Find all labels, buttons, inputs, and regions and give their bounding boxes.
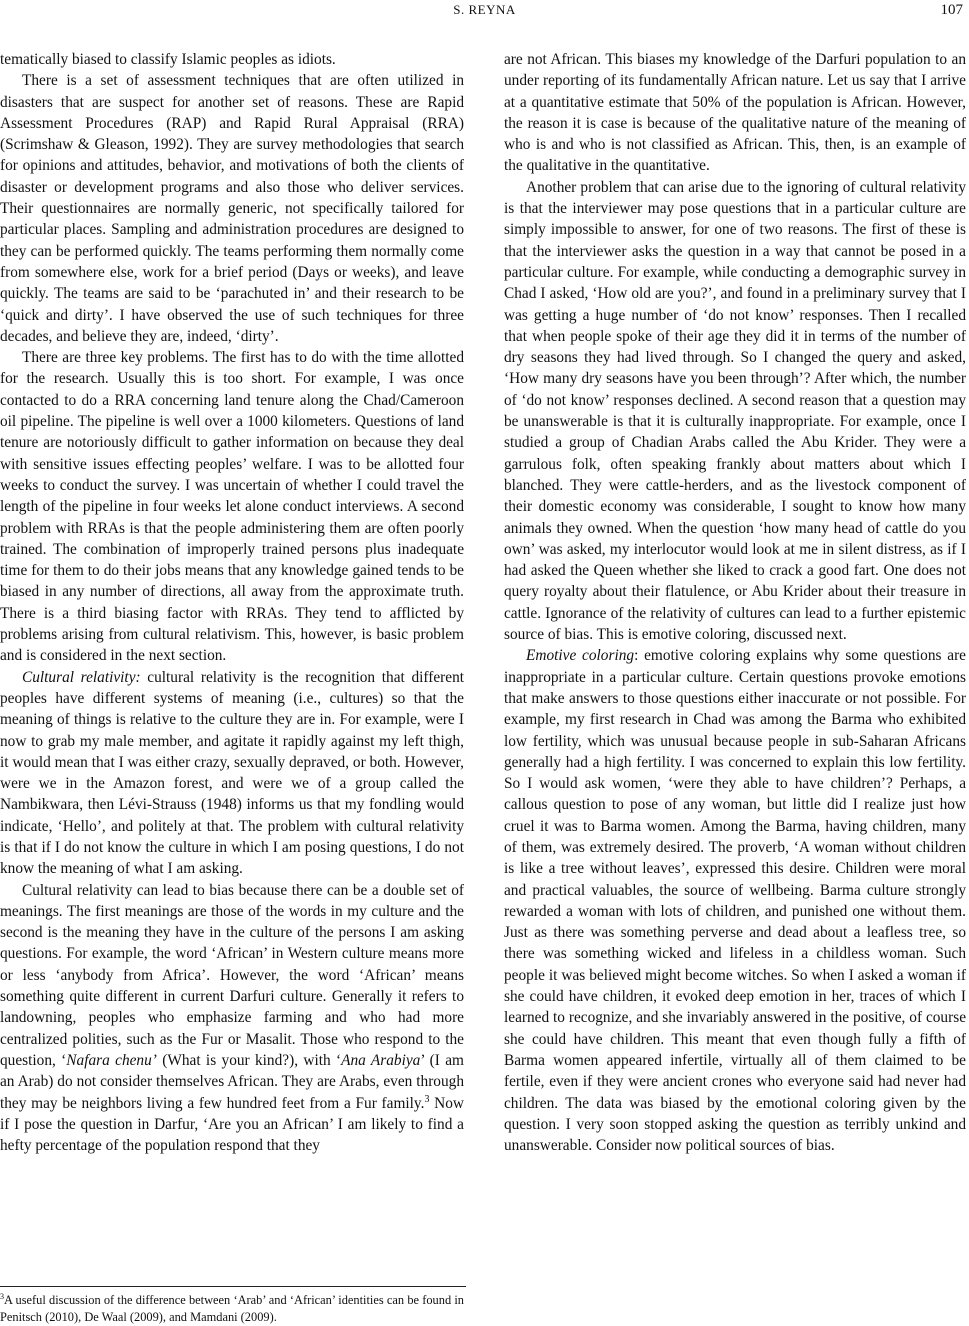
paragraph-text: : emotive coloring explains why some questions are inappropriate in a particular culture. Certain questions provoke emotions that make answers to those questions either inaccurate or not possible. For example, my first research in Chad was among the Barma who exhibited low fertility, which was unusual because people in sub-Saharan Africans generally had a high fertility. I was concerned to explain this low fertility. So I would ask women, ‘were they able to have children’? Perhaps, a callous question to pose of any woman, but little did I realize just how cruel it was to Barma women. Among the Barma, having children, many of them, was extremely desired. The proverb, ‘A woman without children is like a tree without leaves’, expressed this desire. Children were moral and practical valuables, the source of wellbeing. Barma culture strongly rewarded a woman with lots of children, and punished one without them. Just as there was something perverse and dead about a leafless tree, so there was something wicked and lifeless in a childless woman. Such people it was believed might become witches. So when I asked a woman if she could have children, it evoked deep emotion in her, traces of which I learned to recognize, and she invariably answered in the positive, of course she could have children. This meant that even though fully a fifth of Barma women appeared infertile, virtually all of them claimed to be fertile, even if they were ancient crones who everyone said had never had children. The data was biased by the emotional coloring given by the question. I very soon stopped asking the question as terribly unkind and unanswerable. Consider now political sources of bias.: [504, 647, 966, 1155]
term-emotive-coloring: Emotive coloring: [526, 647, 635, 665]
running-head: S. REYNA: [453, 2, 516, 17]
paragraph-text: cultural relativity is the recognition that different peoples have different systems of meaning (i.e., cultures) so that the meaning of things is relative to the culture they are in. For example, were I now to grab my male member, and agitate it rapidly against my left thigh, it would mean that I was either crazy, sexually depraved, or both. However, were we in the Amazon forest, and were we of a group called the Nambikwara, then Lévi-Strauss (1948) informs us that my fondling would indicate, ‘Hello’, and politely at that. The problem with cultural relativity is that if I do not know the culture in which I am posing questions, I do not know the meaning of what I am asking.: [0, 668, 465, 878]
page-number: 107: [940, 2, 963, 18]
paragraph-text: (What is your kind?), with ‘: [156, 1051, 342, 1069]
paragraph-emotive-coloring: [504, 645, 966, 1156]
footnote-text: A useful discussion of the difference between ‘Arab’ and ‘African’ identities can be found in Penitsch (2010), De Waal (2009), and Mamdani (2009).: [0, 1293, 464, 1324]
page-header: [0, 0, 969, 22]
right-column: [504, 49, 966, 1156]
paragraph-text: Cultural relativity can lead to bias because there can be a double set of meanings. The first meanings are those of the words in my culture and the second is the meaning they have in the culture of the persons I am asking questions. For example, the word ‘African’ in Western culture means more or less ‘anybody from Africa’. However, the word ‘African’ means something quite different in current Darfuri culture. Generally it refers to landowning, peoples who emphasize farming and who had more centralized polities, such as the Fur or Masalit. Those who respond to the question, ‘: [0, 881, 464, 1069]
paragraph-double-meanings: [0, 880, 464, 1157]
footnote-reference[interactable]: 3: [424, 1093, 430, 1105]
left-column: [0, 49, 464, 1156]
paragraph-key-problems: There are three key problems. The first has to do with the time allotted for the research. Usually this is too short. For example, I was once contacted to do a RRA concerning land tenure along the Chad/Cameroon oil pipeline. The pipeline is well over a 1000 kilometers. Questions of land tenure are notoriously difficult to gather information on because they deal with sensitive issues effecting peoples’ welfare. I was to be allotted four weeks to conduct the survey. I was uncertain of whether I could travel the length of the pipeline in four weeks let alone conduct interviews. A second problem with RRAs is that the people administering them are often poorly trained. The combination of improperly trained persons plus inadequate time for them to do their jobs means that any knowledge gained tends to be biased in any number of directions, all away from the approximate truth. There is a third biasing factor with RRAs. They tend to afflicted by problems arising from cultural relativism. This, however, is basic problem and is considered in the next section.: [0, 349, 464, 665]
paragraph-cultural-relativity-problem: Another problem that can arise due to the ignoring of cultural relativity is that the interviewer may pose questions that in a particular culture are simply impossible to answer, for one of two reasons. The first of these is that the interviewer asks the question in a way that cannot be posed in a particular culture. For example, while conducting a demographic survey in Chad I asked, ‘How old are you?’, and found in a preliminary survey that I was getting a huge number of ‘do not know’ responses. Then I recalled that when people spoke of their age they did it in terms of the number of dry seasons they had lived through. So I changed the query and asked, ‘How many dry seasons have you been through’? After which, the number of ‘do not know’ responses declined. A second reason that a question may be unanswerable is that it is culturally inappropriate. For example, once I studied a group of Chadian Arabs called the Abu Krider. They were a garrulous folk, often speaking frankly about matters about which I blanched. They were cattle-herders, and as the livestock component of their domestic economy was considerable, I sought to know how many animals they owned. When the question ‘how many head of cattle do you own’ was asked, my interlocutor would look at me in silent distress, as if I had asked the Queen whether she liked to crack a good fart. One does not query royalty about their flatulence, or Abu Krider about their treasure in cattle. Ignorance of the relativity of cultures can lead to a further epistemic source of bias. This is emotive coloring, discussed next.: [504, 178, 966, 644]
footnote: [0, 1292, 464, 1325]
italic-phrase: Nafara chenu’: [66, 1051, 157, 1069]
term-cultural-relativity: Cultural relativity:: [22, 668, 141, 686]
paragraph-continuation: tematically biased to classify Islamic peoples as idiots.: [0, 51, 336, 68]
italic-phrase: Ana Arabiya: [341, 1051, 421, 1069]
paragraph-text: ’ (I am an Arab) do not consider themselves African. They are Arabs, even through they may be neighbors living a few hundred feet from a Fur family.: [0, 1051, 464, 1112]
paragraph-text: Now if I pose the question in Darfur, ‘Are you an African’ I am likely to find a hefty percentage of the population respond that they: [0, 1094, 465, 1155]
paragraph-cultural-relativity: [0, 667, 464, 880]
paragraph-rapid-assessment: There is a set of assessment techniques that are often utilized in disasters that are suspect for another set of reasons. These are Rapid Assessment Procedures (RAP) and Rapid Rural Appraisal (RRA) (Scrimshaw & Gleason, 1992). They are survey methodologies that search for opinions and attitudes, behavior, and motivations of both the clients of disaster or development programs and also those who deliver services. Their questionnaires are normally generic, not specifically tailored for particular places. Sampling and administration procedures are designed to they can be performed quickly. The teams performing them normally come from somewhere else, work for a brief period (Days or weeks), and leave quickly. The teams are said to be ‘parachuted in’ and their research to be ‘quick and dirty’. I have observed the use of such techniques for three decades, and believe they are, indeed, ‘dirty’.: [0, 72, 464, 345]
footnote-divider: [0, 1286, 466, 1287]
paragraph-continuation: are not African. This biases my knowledge of the Darfuri population to an under reporting of its fundamentally African nature. Let us say that I arrive at a quantitative estimate that 50% of the population is African. However, the reason it is case is because of the qualitative nature of the meaning of who is and who is not classified as African. This, then, is an example of the qualitative in the quantitative.: [504, 51, 966, 175]
footnote-marker: 3: [0, 1291, 5, 1301]
